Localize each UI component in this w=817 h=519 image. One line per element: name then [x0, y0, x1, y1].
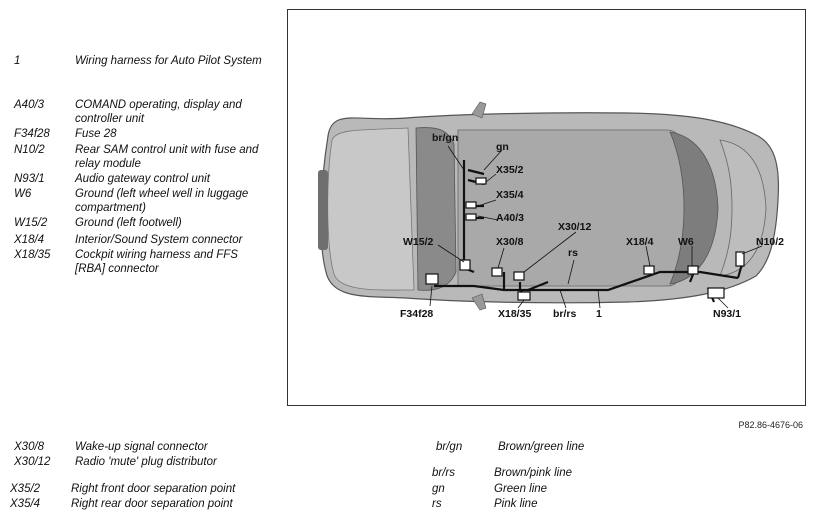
legend-code: X18/4	[14, 234, 45, 246]
legend-desc: Cockpit wiring harness and FFS [RBA] connector	[75, 249, 238, 275]
legend-code: X35/2	[10, 483, 41, 495]
legend-desc: Ground (left footwell)	[75, 217, 182, 229]
legend-desc: Audio gateway control unit	[75, 173, 210, 185]
legend-code: X30/12	[14, 456, 51, 468]
legend-desc: Wiring harness for Auto Pilot System	[75, 55, 262, 67]
legend-desc: Right rear door separation point	[71, 498, 233, 510]
callout-harness-1: 1	[596, 308, 602, 320]
car-hood	[328, 128, 414, 290]
callout-x35-2: X35/2	[496, 164, 524, 176]
callout-w15-2: W15/2	[403, 236, 434, 248]
wire-color-desc: Brown/pink line	[494, 467, 572, 479]
callout-a40-3: A40/3	[496, 212, 525, 224]
legend-desc: Interior/Sound System connector	[75, 234, 243, 246]
callout-x18-35: X18/35	[498, 308, 532, 320]
car-grille	[318, 170, 328, 250]
car-roof	[458, 130, 692, 286]
callout-x30-12: X30/12	[558, 221, 592, 233]
legend-desc: Rear SAM control unit with fuse and relay module	[75, 144, 259, 170]
legend-desc: COMAND operating, display and controller unit	[75, 99, 242, 125]
wire-color-code: gn	[432, 483, 445, 495]
callout-br-rs: br/rs	[553, 308, 577, 320]
wire-color-desc: Pink line	[494, 498, 538, 510]
legend-desc: Ground (left wheel well in luggage compartment)	[75, 188, 249, 214]
callout-w6: W6	[678, 236, 694, 248]
callout-x30-8: X30/8	[496, 236, 524, 248]
callout-gn: gn	[496, 141, 509, 153]
callout-f34f28: F34f28	[400, 308, 434, 320]
wire-color-desc: Brown/green line	[498, 441, 585, 453]
callout-x18-4: X18/4	[626, 236, 654, 248]
legend-code: F34f28	[14, 128, 50, 140]
legend-code: X30/8	[14, 441, 45, 453]
car-wiring-illustration	[288, 10, 807, 407]
legend-desc: Radio 'mute' plug distributor	[75, 456, 217, 468]
callout-rs: rs	[568, 247, 578, 259]
legend-code: X35/4	[10, 498, 41, 510]
legend-code: 1	[14, 55, 21, 67]
wire-color-code: rs	[432, 498, 442, 510]
car-windshield	[416, 128, 459, 291]
legend-code: N93/1	[14, 173, 45, 185]
wire-color-code: br/gn	[436, 441, 463, 453]
legend-desc: Right front door separation point	[71, 483, 236, 495]
wire-color-code: br/rs	[432, 467, 455, 479]
callout-n10-2: N10/2	[756, 236, 785, 248]
legend-code: A40/3	[14, 99, 45, 111]
legend-code: X18/35	[14, 249, 51, 261]
legend-desc: Wake-up signal connector	[75, 441, 208, 453]
wire-color-desc: Green line	[494, 483, 548, 495]
wiring-diagram	[287, 9, 806, 406]
callout-n93-1: N93/1	[713, 308, 742, 320]
legend-code: W6	[14, 188, 32, 200]
callout-br-gn: br/gn	[432, 132, 459, 144]
legend-code: W15/2	[14, 217, 48, 229]
legend-desc: Fuse 28	[75, 128, 117, 140]
legend-code: N10/2	[14, 144, 45, 156]
figure-reference-code: P82.86-4676-06	[738, 420, 803, 430]
callout-x35-4: X35/4	[496, 189, 524, 201]
